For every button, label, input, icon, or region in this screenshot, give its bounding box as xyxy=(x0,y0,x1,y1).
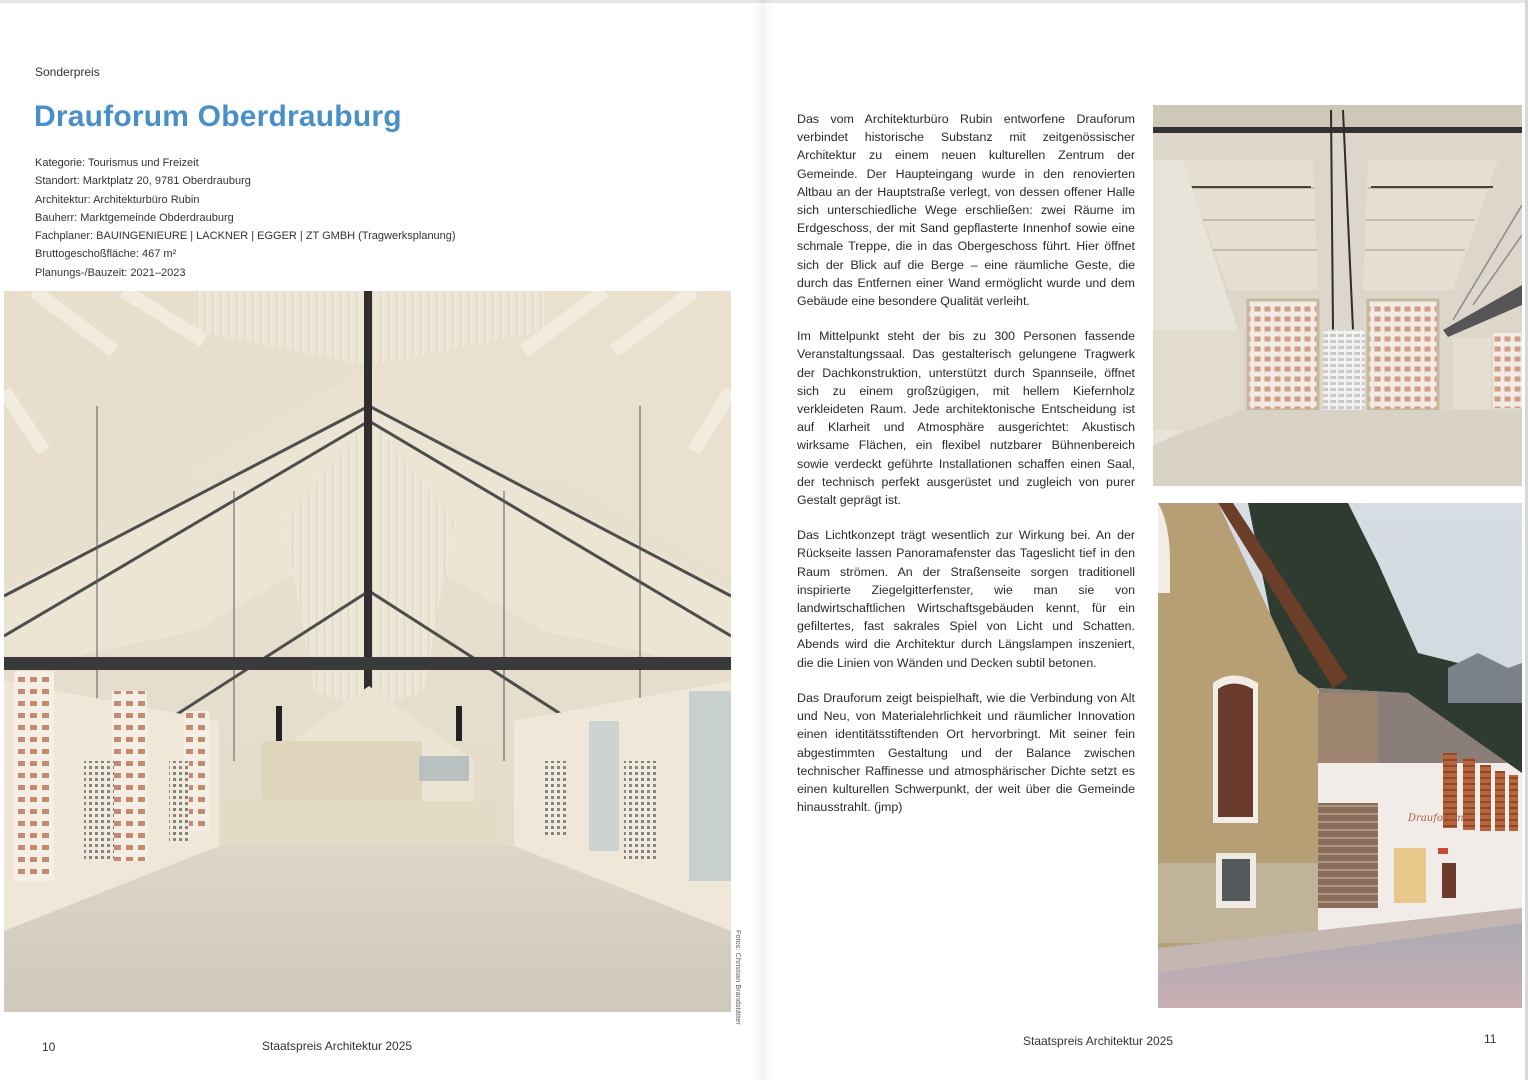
running-footer-left: Staatspreis Architektur 2025 xyxy=(262,1039,413,1053)
steel-ceiling-beam xyxy=(1153,127,1522,133)
body-paragraph: Das vom Architekturbüro Rubin entworfene Drauforum verbindet historische Substanz mit zeitgenössischer Architektur zu einem neuen kulturellen Zentrum der Gemeinde. Der Haupteingang wurde in den renovierten Altbau an der Hauptstraße verlegt, von dessen offener Halle sich unterschiedliche Wege erschließen: zwei Räume im Erdgeschoss, der mit Sand gepflasterte Innenhof sowie eine schmale Treppe, die in das Obergeschoss führt. Hier öffnet sich der Blick auf die Berge – eine räumliche Geste, die durch das Entfernen einer Wand ermöglicht wurde und dem Gebäude eine besondere Qualität verleiht. xyxy=(797,112,1135,309)
fact-client: Bauherr: Marktgemeinde Obderdrauburg xyxy=(35,211,234,224)
photo-upper-floor-interior xyxy=(1153,105,1522,486)
door xyxy=(1453,337,1491,412)
fact-engineers: Fachplaner: BAUINGENIEURE | LACKNER | EGGER | ZT GMBH (Tragwerksplanung) xyxy=(35,230,456,243)
brick-lattice-window xyxy=(1493,333,1522,408)
acoustic-panel xyxy=(84,761,114,861)
body-paragraph: Das Lichtkonzept trägt wesentlich zur Wirkung bei. An der Rückseite lassen Panoramafenster das Tageslicht tief in den Raum strömen. An der Straßenseite sorgen traditionell inspirierte Ziegelgitterfenster, wie man sie von landwirtschaftlichen Wirtschaftsgebäuden kennt, für ein gefiltertes, fast sakrales Spiel von Licht und Schatten. Abends wird die Architektur durch Längslampen inszeniert, die die Linien von Wänden und Decken subtil betonen. xyxy=(797,528,1135,670)
brick-lattice-window xyxy=(14,671,54,881)
acoustic-panel xyxy=(544,761,566,836)
pendant-lamp xyxy=(456,706,462,741)
pendant-lamp xyxy=(276,706,282,741)
article-body xyxy=(797,110,1135,833)
running-footer-right: Staatspreis Architektur 2025 xyxy=(1023,1034,1174,1048)
lit-entrance-glazing xyxy=(1394,848,1426,903)
back-window xyxy=(419,756,469,781)
page-number-left: 10 xyxy=(42,1040,56,1054)
stage-platform xyxy=(219,801,499,846)
project-facts-list xyxy=(35,154,456,282)
body-paragraph: Im Mittelpunkt steht der bis zu 300 Personen fassende Veranstaltungssaal. Das gestalterisch gelungene Tragwerk der Dachkonstruktion, unterstützt durch Spannseile, öffnet sich zu einem großzügigen, mit hellem Kiefernholz verkleideten Raum. Jede architektonische Entscheidung ist auf Klarheit und Atmosphäre ausgerichtet: Akustisch wirksame Flächen, ein flexibel nutzbarer Bühnenbereich sowie verdeckt geführte Installationen schaffen einen Saal, der technisch perfekt ausgerüstet und zugleich von purer Gestalt geprägt ist. xyxy=(797,329,1135,508)
small-window xyxy=(1222,859,1250,901)
body-paragraph: Das Drauforum zeigt beispielhaft, wie die Verbindung von Alt und Neu, von Materialehrlichkeit und räumlicher Innovation einen identitätsstiftenden Ort hervorbringt. Mit seiner fein abgestimmten Gestaltung und der Balance zwischen technischer Raffinesse und atmosphärischer Dichte setzt es einen kulturellen Schwerpunkt, der weit über die Gemeinde hinausstrahlt. (jmp) xyxy=(797,690,1135,815)
street-view-illustration xyxy=(1158,503,1522,1008)
brick-lattice-window xyxy=(1368,300,1438,410)
arched-lattice-window xyxy=(1218,684,1253,818)
brick-lattice-window xyxy=(1248,300,1318,410)
upper-floor-illustration xyxy=(1153,105,1522,486)
horizontal-cladding xyxy=(1318,803,1378,908)
section-label: Sonderpreis xyxy=(35,65,100,79)
photo-street-view xyxy=(1158,503,1522,1008)
event-hall-illustration xyxy=(4,291,731,1012)
brick-lattice-window xyxy=(112,691,147,861)
photo-credit: Fotos: Christian Brandstätter xyxy=(734,930,741,1025)
stage-cabinets xyxy=(262,741,422,806)
spread-gutter xyxy=(752,0,774,1080)
fact-category: Kategorie: Tourismus und Freizeit xyxy=(35,157,199,169)
fact-architect: Architektur: Architekturbüro Rubin xyxy=(35,193,200,206)
fact-floor-area: Bruttogeschoßfläche: 467 m² xyxy=(35,248,177,261)
horizontal-steel-beam xyxy=(4,657,731,670)
ventilation-unit xyxy=(1323,330,1365,410)
main-photo-event-hall xyxy=(4,291,731,1012)
wall-panel xyxy=(1153,330,1243,430)
fact-location: Standort: Marktplatz 20, 9781 Oberdrauburg xyxy=(35,175,251,188)
acoustic-panel xyxy=(169,761,189,841)
fact-timeline: Planungs-/Bauzeit: 2021–2023 xyxy=(35,266,186,279)
glass-door xyxy=(589,721,619,851)
article-title: Drauforum Oberdrauburg xyxy=(34,100,402,133)
acoustic-panel xyxy=(624,761,659,861)
timber-gable xyxy=(1318,693,1378,763)
glass-door xyxy=(689,691,731,881)
entrance-door xyxy=(1442,863,1456,898)
facade-lettering: Drauforum xyxy=(1408,813,1464,824)
page-number-right: 11 xyxy=(1484,1032,1497,1046)
entrance-sign xyxy=(1438,848,1448,854)
